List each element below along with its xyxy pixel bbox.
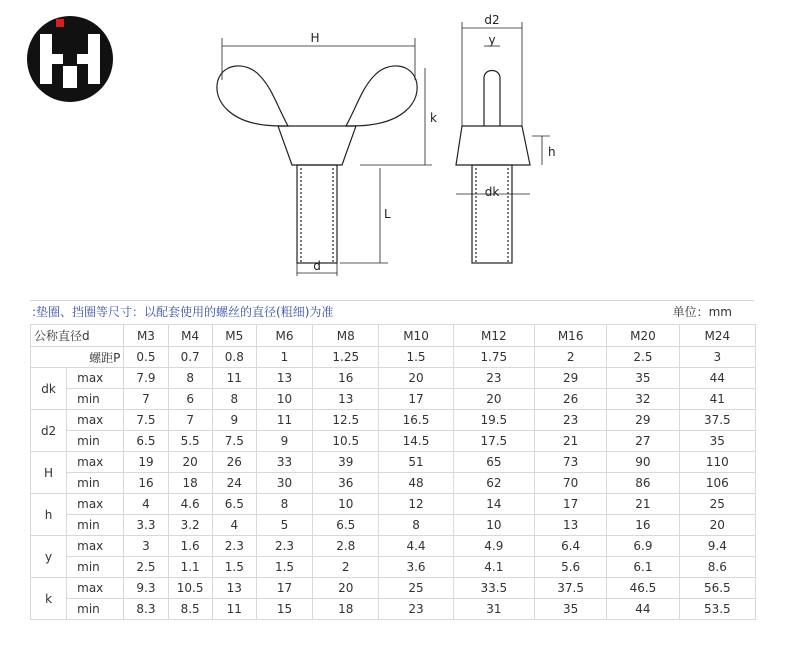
value-cell: 6: [168, 389, 212, 410]
value-cell: 11: [212, 599, 256, 620]
value-cell: 8: [212, 389, 256, 410]
value-cell: 1.1: [168, 557, 212, 578]
bound-label-max: max: [67, 536, 124, 557]
value-cell: 2.8: [313, 536, 379, 557]
dim-label-h: h: [548, 145, 556, 159]
value-cell: 8.3: [124, 599, 168, 620]
value-cell: 12: [379, 494, 453, 515]
value-cell: 6.1: [607, 557, 679, 578]
value-cell: 16: [313, 368, 379, 389]
bound-label-min: min: [67, 473, 124, 494]
value-cell: 4: [124, 494, 168, 515]
value-cell: 23: [379, 599, 453, 620]
value-cell: 16: [124, 473, 168, 494]
value-cell: 4.4: [379, 536, 453, 557]
value-cell: 29: [607, 410, 679, 431]
size-header-cell: M4: [168, 325, 212, 347]
value-cell: 20: [379, 368, 453, 389]
value-cell: 5: [256, 515, 312, 536]
pitch-cell: 2.5: [607, 347, 679, 368]
pitch-cell: 0.7: [168, 347, 212, 368]
bound-label-max: max: [67, 494, 124, 515]
value-cell: 25: [379, 578, 453, 599]
wing-screw-drawing: [200, 8, 580, 276]
value-cell: 73: [535, 452, 607, 473]
size-header-cell: M12: [453, 325, 534, 347]
dim-label-d2: d2: [484, 13, 500, 27]
table-row: [31, 536, 756, 557]
pitch-label: 螺距P: [31, 347, 124, 368]
size-header-cell: M16: [535, 325, 607, 347]
table-row: [31, 599, 756, 620]
value-cell: 10: [256, 389, 312, 410]
value-cell: 106: [679, 473, 755, 494]
value-cell: 2: [313, 557, 379, 578]
value-cell: 19: [124, 452, 168, 473]
bound-label-max: max: [67, 452, 124, 473]
value-cell: 44: [607, 599, 679, 620]
value-cell: 35: [535, 599, 607, 620]
value-cell: 14: [453, 494, 534, 515]
wing-screw-side-view: [456, 71, 530, 264]
pitch-cell: 0.5: [124, 347, 168, 368]
value-cell: 1.5: [256, 557, 312, 578]
value-cell: 41: [679, 389, 755, 410]
value-cell: 16.5: [379, 410, 453, 431]
value-cell: 33.5: [453, 578, 534, 599]
value-cell: 2.3: [256, 536, 312, 557]
bound-label-min: min: [67, 515, 124, 536]
value-cell: 2.3: [212, 536, 256, 557]
value-cell: 16: [607, 515, 679, 536]
value-cell: 7.9: [124, 368, 168, 389]
value-cell: 12.5: [313, 410, 379, 431]
value-cell: 8: [379, 515, 453, 536]
value-cell: 31: [453, 599, 534, 620]
value-cell: 7.5: [124, 410, 168, 431]
value-cell: 8.6: [679, 557, 755, 578]
value-cell: 39: [313, 452, 379, 473]
value-cell: 29: [535, 368, 607, 389]
table-row: [31, 431, 756, 452]
value-cell: 13: [212, 578, 256, 599]
size-header-cell: M10: [379, 325, 453, 347]
value-cell: 9: [256, 431, 312, 452]
value-cell: 20: [168, 452, 212, 473]
value-cell: 36: [313, 473, 379, 494]
size-header-cell: M8: [313, 325, 379, 347]
value-cell: 6.4: [535, 536, 607, 557]
dim-label-k: k: [430, 111, 437, 125]
value-cell: 19.5: [453, 410, 534, 431]
bound-label-max: max: [67, 368, 124, 389]
value-cell: 56.5: [679, 578, 755, 599]
value-cell: 17.5: [453, 431, 534, 452]
param-label-k: k: [31, 578, 67, 620]
table-row: [31, 452, 756, 473]
table-row: [31, 368, 756, 389]
wing-screw-front-view: [217, 66, 417, 263]
pitch-cell: 1.5: [379, 347, 453, 368]
table-row: [31, 578, 756, 599]
value-cell: 6.5: [313, 515, 379, 536]
value-cell: 21: [607, 494, 679, 515]
value-cell: 13: [256, 368, 312, 389]
value-cell: 18: [313, 599, 379, 620]
value-cell: 10.5: [168, 578, 212, 599]
value-cell: 11: [256, 410, 312, 431]
size-header-row: [31, 325, 756, 347]
value-cell: 53.5: [679, 599, 755, 620]
value-cell: 8: [256, 494, 312, 515]
size-header-cell: M5: [212, 325, 256, 347]
bound-label-max: max: [67, 410, 124, 431]
pitch-cell: 1: [256, 347, 312, 368]
param-label-dk: dk: [31, 368, 67, 410]
value-cell: 48: [379, 473, 453, 494]
value-cell: 6.9: [607, 536, 679, 557]
value-cell: 5.5: [168, 431, 212, 452]
spec-table: [30, 324, 756, 620]
table-row: [31, 389, 756, 410]
value-cell: 23: [453, 368, 534, 389]
table-row: [31, 473, 756, 494]
bound-label-min: min: [67, 431, 124, 452]
dim-label-H: H: [310, 31, 320, 45]
bound-label-max: max: [67, 578, 124, 599]
value-cell: 10: [453, 515, 534, 536]
value-cell: 3.6: [379, 557, 453, 578]
pitch-cell: 1.25: [313, 347, 379, 368]
size-header-cell: M3: [124, 325, 168, 347]
table-note: :垫圈、挡圈等尺寸：以配套使用的螺丝的直径(粗细)为准: [32, 305, 334, 319]
dim-label-dk: dk: [484, 185, 500, 199]
value-cell: 7.5: [212, 431, 256, 452]
value-cell: 86: [607, 473, 679, 494]
value-cell: 37.5: [679, 410, 755, 431]
value-cell: 7: [124, 389, 168, 410]
value-cell: 62: [453, 473, 534, 494]
value-cell: 90: [607, 452, 679, 473]
value-cell: 4: [212, 515, 256, 536]
value-cell: 32: [607, 389, 679, 410]
value-cell: 4.1: [453, 557, 534, 578]
value-cell: 27: [607, 431, 679, 452]
value-cell: 35: [607, 368, 679, 389]
value-cell: 3.3: [124, 515, 168, 536]
unit-label: 单位：mm: [672, 305, 732, 319]
value-cell: 13: [535, 515, 607, 536]
value-cell: 9.3: [124, 578, 168, 599]
bound-label-min: min: [67, 599, 124, 620]
value-cell: 70: [535, 473, 607, 494]
nominal-diameter-label: 公称直径d: [31, 325, 124, 347]
value-cell: 9.4: [679, 536, 755, 557]
param-label-d2: d2: [31, 410, 67, 452]
value-cell: 65: [453, 452, 534, 473]
value-cell: 17: [535, 494, 607, 515]
value-cell: 8: [168, 368, 212, 389]
value-cell: 8.5: [168, 599, 212, 620]
value-cell: 10: [313, 494, 379, 515]
value-cell: 7: [168, 410, 212, 431]
value-cell: 4.6: [168, 494, 212, 515]
value-cell: 21: [535, 431, 607, 452]
value-cell: 9: [212, 410, 256, 431]
value-cell: 1.6: [168, 536, 212, 557]
pitch-cell: 0.8: [212, 347, 256, 368]
value-cell: 2.5: [124, 557, 168, 578]
bound-label-min: min: [67, 557, 124, 578]
value-cell: 44: [679, 368, 755, 389]
note-bar: [30, 300, 754, 323]
size-header-cell: M20: [607, 325, 679, 347]
value-cell: 20: [313, 578, 379, 599]
dimension-lines-side: [456, 22, 550, 194]
pitch-cell: 1.75: [453, 347, 534, 368]
value-cell: 37.5: [535, 578, 607, 599]
value-cell: 26: [212, 452, 256, 473]
pitch-cell: 3: [679, 347, 755, 368]
value-cell: 17: [256, 578, 312, 599]
dim-label-y: y: [488, 33, 496, 47]
value-cell: 110: [679, 452, 755, 473]
dim-label-L: L: [384, 207, 391, 221]
value-cell: 35: [679, 431, 755, 452]
value-cell: 17: [379, 389, 453, 410]
value-cell: 3.2: [168, 515, 212, 536]
dimension-lines-front: [222, 38, 432, 276]
value-cell: 20: [453, 389, 534, 410]
value-cell: 18: [168, 473, 212, 494]
value-cell: 30: [256, 473, 312, 494]
value-cell: 51: [379, 452, 453, 473]
value-cell: 24: [212, 473, 256, 494]
param-label-y: y: [31, 536, 67, 578]
value-cell: 6.5: [124, 431, 168, 452]
param-label-h: h: [31, 494, 67, 536]
pitch-row: [31, 347, 756, 368]
value-cell: 3: [124, 536, 168, 557]
size-header-cell: M6: [256, 325, 312, 347]
dim-label-d: d: [313, 259, 321, 273]
value-cell: 1.5: [212, 557, 256, 578]
value-cell: 23: [535, 410, 607, 431]
value-cell: 33: [256, 452, 312, 473]
value-cell: 5.6: [535, 557, 607, 578]
value-cell: 13: [313, 389, 379, 410]
company-logo: [18, 14, 122, 104]
table-row: [31, 557, 756, 578]
value-cell: 20: [679, 515, 755, 536]
value-cell: 11: [212, 368, 256, 389]
table-row: [31, 410, 756, 431]
pitch-cell: 2: [535, 347, 607, 368]
size-header-cell: M24: [679, 325, 755, 347]
value-cell: 26: [535, 389, 607, 410]
value-cell: 10.5: [313, 431, 379, 452]
value-cell: 25: [679, 494, 755, 515]
table-row: [31, 515, 756, 536]
table-row: [31, 494, 756, 515]
value-cell: 6.5: [212, 494, 256, 515]
value-cell: 4.9: [453, 536, 534, 557]
value-cell: 15: [256, 599, 312, 620]
param-label-H: H: [31, 452, 67, 494]
value-cell: 46.5: [607, 578, 679, 599]
value-cell: 14.5: [379, 431, 453, 452]
bound-label-min: min: [67, 389, 124, 410]
